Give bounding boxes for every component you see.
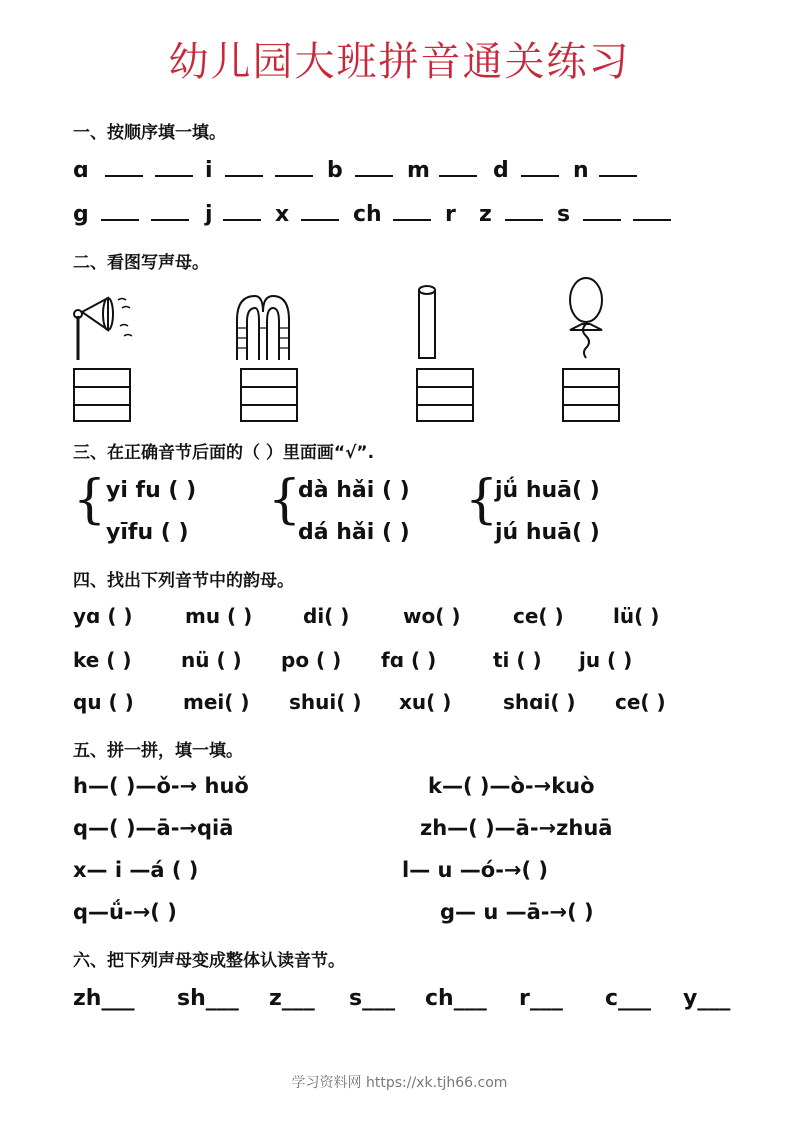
letter: d	[493, 158, 509, 183]
letter: g	[73, 202, 89, 227]
syllable: fɑ ( )	[381, 648, 437, 672]
letter: s	[557, 202, 571, 227]
initial: zh___	[73, 986, 135, 1011]
syllable: mu ( )	[185, 604, 253, 628]
letter: m	[407, 158, 430, 183]
syllable: shɑi( )	[503, 690, 576, 714]
section-5-heading: 五、拼一拼，填一填。	[73, 741, 243, 761]
syllable: po ( )	[281, 648, 342, 672]
syllable: qu ( )	[73, 690, 134, 714]
writing-box[interactable]	[240, 368, 298, 422]
initial: sh___	[177, 986, 239, 1011]
spell-item: k—( )—ò-→kuò	[428, 774, 595, 798]
syllable: ce( )	[615, 690, 666, 714]
syllable: yɑ ( )	[73, 604, 133, 628]
writing-box[interactable]	[562, 368, 620, 422]
syllable-option: jú huā( )	[495, 520, 600, 545]
letter: z	[479, 202, 492, 227]
syllable: ce( )	[513, 604, 564, 628]
syllable: di( )	[303, 604, 350, 628]
letter: r	[445, 202, 456, 227]
letter: j	[205, 202, 213, 227]
brace: {	[73, 470, 107, 530]
section-4-heading: 四、找出下列音节中的韵母。	[73, 571, 294, 591]
spell-item: q—ǘ-→( )	[73, 900, 177, 924]
syllable-option: dà hǎi ( )	[298, 478, 410, 503]
letter: n	[573, 158, 589, 183]
syllable: xu( )	[399, 690, 452, 714]
syllable-option: dá hǎi ( )	[298, 520, 410, 545]
syllable: nü ( )	[181, 648, 242, 672]
spell-item: zh—( )—ā-→zhuā	[420, 816, 613, 840]
spell-item: h—( )—ǒ-→ huǒ	[73, 774, 249, 798]
syllable: ti ( )	[493, 648, 542, 672]
syllable: ju ( )	[579, 648, 633, 672]
brace: {	[465, 470, 499, 530]
megaphone-icon	[70, 288, 140, 364]
section-2-heading: 二、看图写声母。	[73, 253, 209, 273]
section-3-heading: 三、在正确音节后面的（ ）里面画“√”.	[73, 443, 375, 463]
letter: ɑ	[73, 158, 89, 183]
syllable-option: jǘ huā( )	[495, 478, 600, 503]
letter: ch	[353, 202, 382, 227]
writing-box[interactable]	[73, 368, 131, 422]
stick-icon	[413, 284, 443, 362]
section-1-heading: 一、按顺序填一填。	[73, 123, 226, 143]
page-title: 幼儿园大班拼音通关练习	[168, 39, 631, 85]
syllable-option: yīfu ( )	[106, 520, 189, 545]
spell-item: l— u —ó-→( )	[402, 858, 549, 882]
spell-item: g— u —ā-→( )	[440, 900, 594, 924]
spell-item: x— i —á ( )	[73, 858, 199, 882]
syllable: lü( )	[613, 604, 660, 628]
syllable-option: yi fu ( )	[106, 478, 197, 503]
initial: r___	[519, 986, 563, 1011]
syllable: shui( )	[289, 690, 362, 714]
initial: c___	[605, 986, 652, 1011]
initial: ch___	[425, 986, 487, 1011]
syllable: mei( )	[183, 690, 250, 714]
footer-watermark: 学习资料网 https://xk.tjh66.com	[291, 1075, 508, 1091]
initial: z___	[269, 986, 315, 1011]
syllable: wo( )	[403, 604, 461, 628]
letter: x	[275, 202, 290, 227]
section-6-heading: 六、把下列声母变成整体认读音节。	[73, 951, 345, 971]
double-arch-icon	[233, 292, 293, 362]
initial: s___	[349, 986, 396, 1011]
balloon-icon	[562, 276, 612, 360]
letter: i	[205, 158, 213, 183]
spell-item: q—( )—ā-→qiā	[73, 816, 234, 840]
writing-box[interactable]	[416, 368, 474, 422]
syllable: ke ( )	[73, 648, 132, 672]
brace: {	[268, 470, 302, 530]
initial: y___	[683, 986, 731, 1011]
letter: b	[327, 158, 343, 183]
